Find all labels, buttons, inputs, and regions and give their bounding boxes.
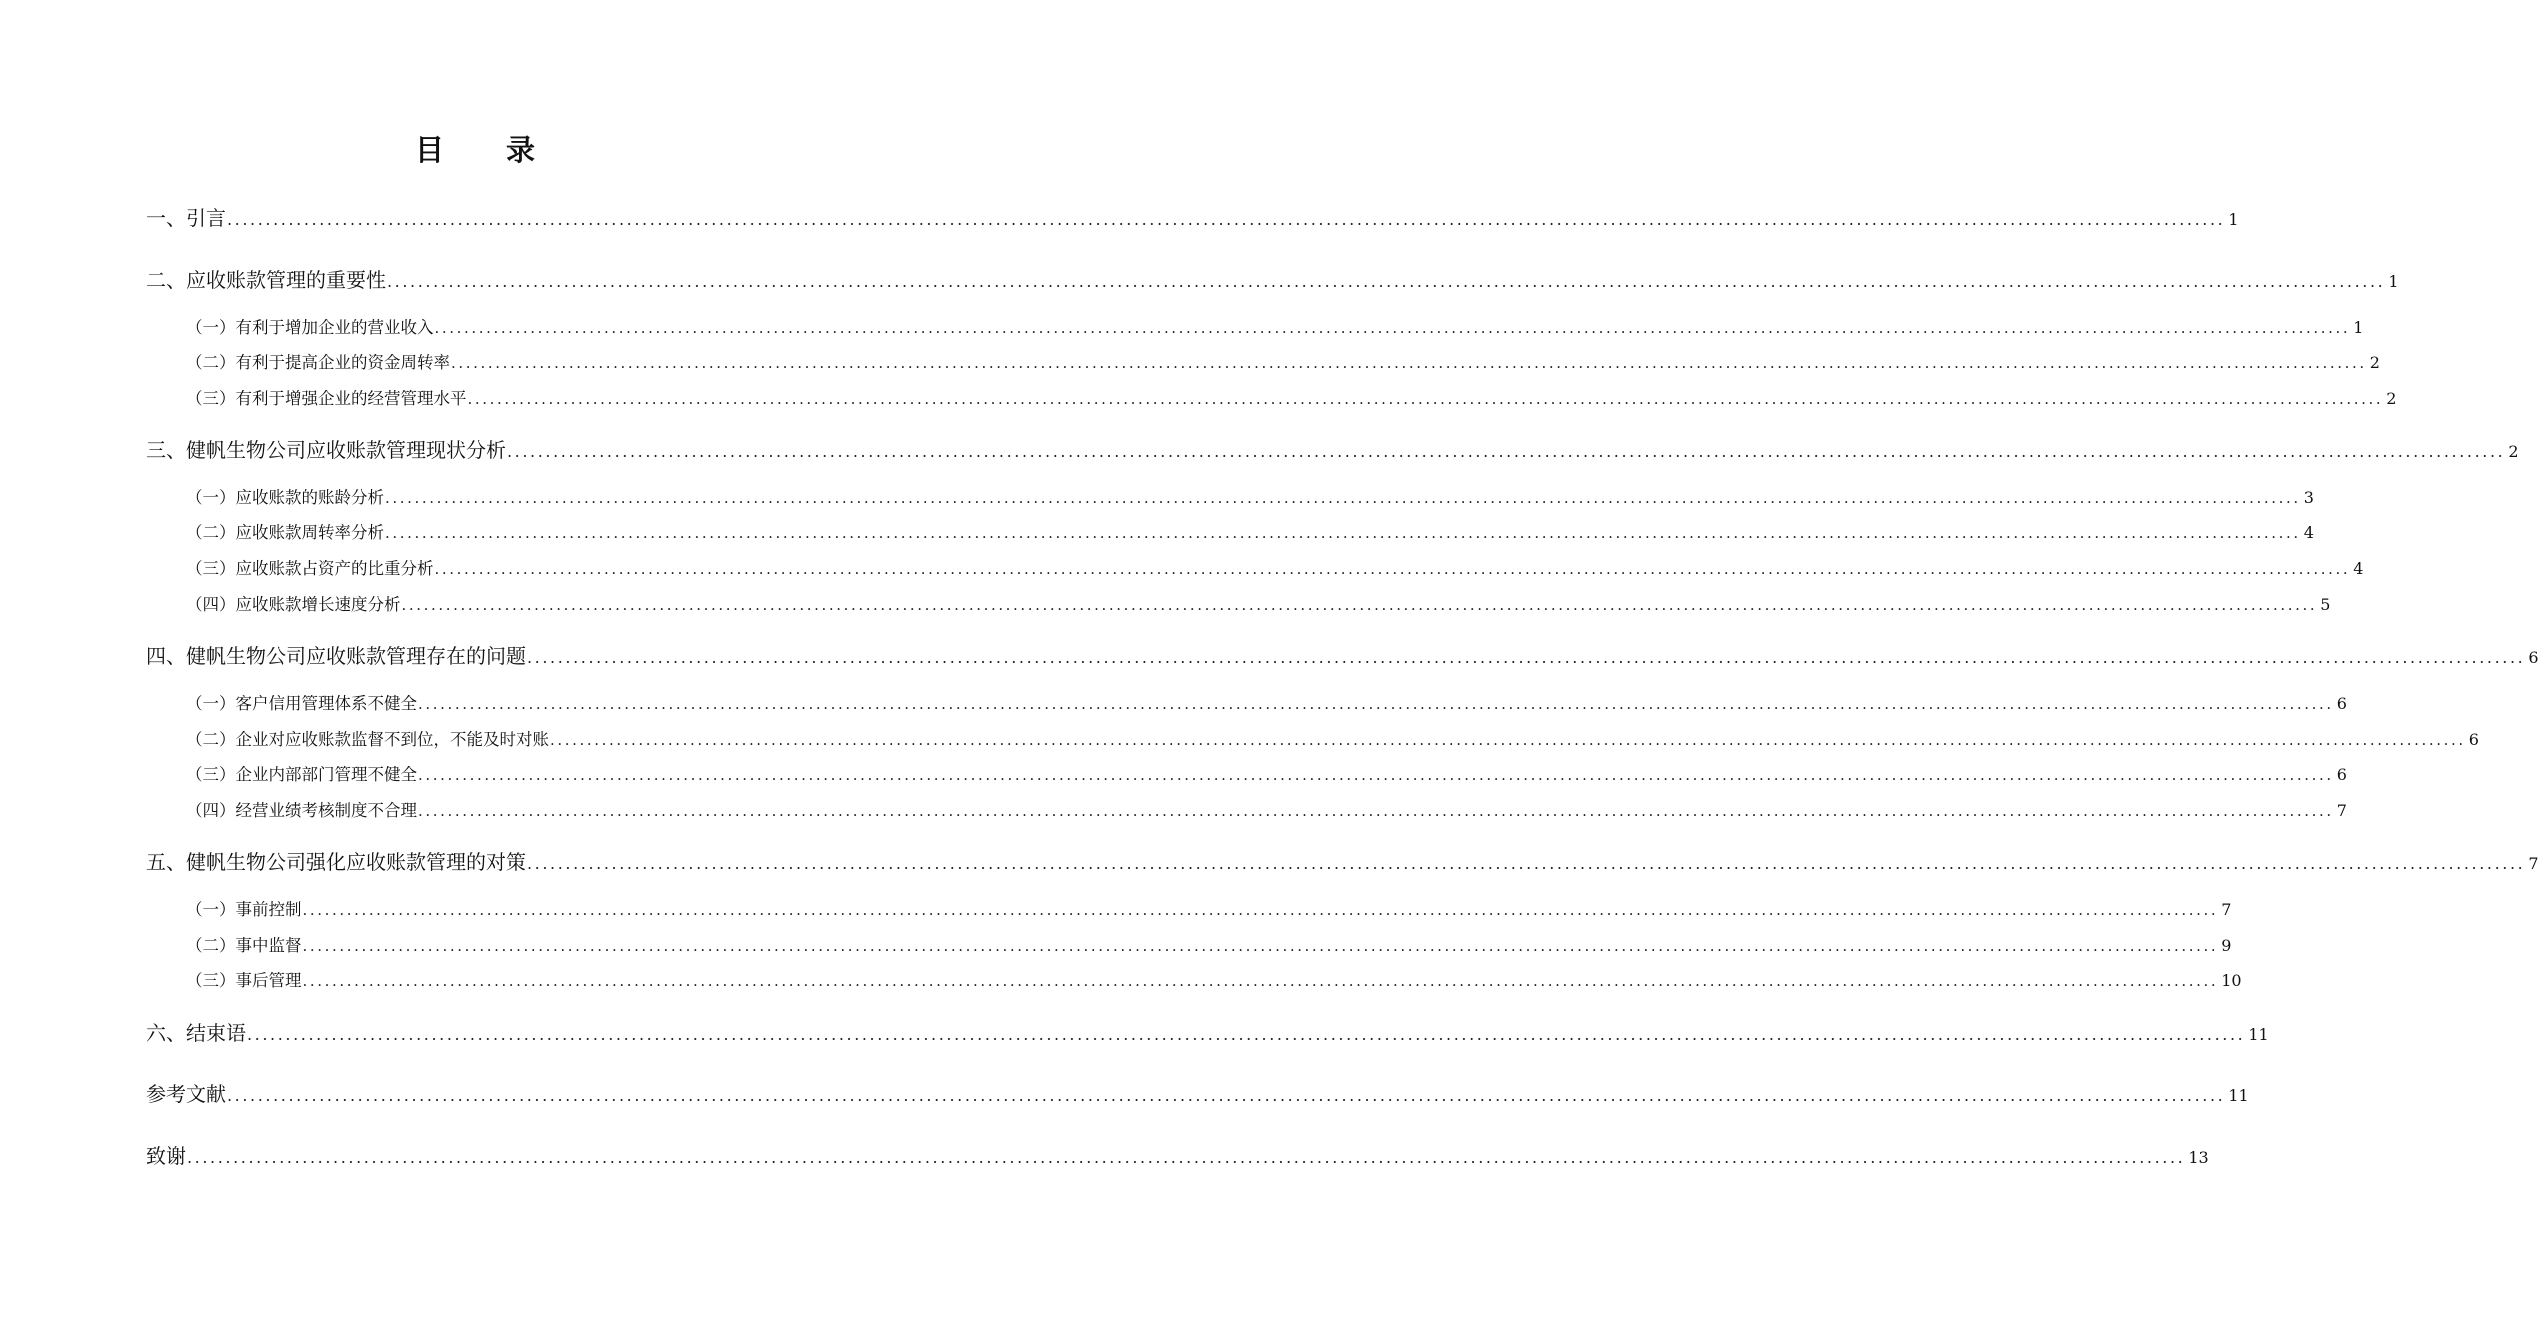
toc-entry	[146, 848, 2539, 878]
dot-leader: ....................................................................................................................................................................................................................................................................	[387, 272, 2386, 291]
toc-entry-text: （一）客户信用管理体系不健全	[186, 694, 417, 713]
toc-entry	[146, 642, 2539, 672]
toc-page-number: 9	[2221, 936, 2232, 955]
toc-page-number: 7	[2336, 801, 2347, 820]
toc-entry-text: （四）经营业绩考核制度不合理	[186, 801, 417, 820]
toc-entry	[146, 266, 2399, 296]
dot-leader: ....................................................................................................................................................................................................................................................................	[227, 210, 2226, 229]
toc-page-number: 1	[2228, 210, 2239, 229]
toc-page-number: 2	[2508, 442, 2519, 461]
toc-subentry	[186, 799, 2347, 823]
toc-page-number: 1	[2353, 318, 2364, 337]
toc-subentry	[186, 898, 2232, 922]
toc-subentry	[186, 692, 2347, 716]
dot-leader: ....................................................................................................................................................................................................................................................................	[302, 972, 2219, 990]
toc-page-number: 2	[2369, 353, 2380, 372]
toc-page-number: 4	[2303, 523, 2314, 542]
dot-leader: ....................................................................................................................................................................................................................................................................	[527, 648, 2526, 667]
toc-page-number: 10	[2221, 971, 2242, 990]
dot-leader: ....................................................................................................................................................................................................................................................................	[385, 489, 2301, 507]
toc-subentry	[186, 486, 2314, 510]
toc-subentry	[186, 593, 2331, 617]
dot-leader: ....................................................................................................................................................................................................................................................................	[385, 524, 2301, 542]
toc-entry	[146, 1080, 2249, 1110]
toc-subentry	[186, 557, 2364, 581]
toc-entry-text: （二）事中监督	[186, 936, 302, 955]
toc-subentry	[186, 351, 2380, 375]
dot-leader: ....................................................................................................................................................................................................................................................................	[418, 766, 2334, 784]
toc-page-number: 6	[2336, 694, 2347, 713]
toc-entry-text: （二）应收账款周转率分析	[186, 523, 384, 542]
toc-entry-text: 六、结束语	[146, 1021, 246, 1045]
toc-entry-text: （二）企业对应收账款监督不到位，不能及时对账	[186, 730, 549, 749]
dot-leader: ....................................................................................................................................................................................................................................................................	[302, 937, 2219, 955]
toc-entry-text: （四）应收账款增长速度分析	[186, 595, 401, 614]
toc-entry-text: 一、引言	[146, 206, 226, 230]
dot-leader: ....................................................................................................................................................................................................................................................................	[434, 319, 2351, 337]
toc-subentry	[186, 521, 2314, 545]
toc-page-number: 7	[2528, 854, 2539, 873]
dot-leader: ....................................................................................................................................................................................................................................................................	[247, 1025, 2246, 1044]
dot-leader: ....................................................................................................................................................................................................................................................................	[187, 1148, 2186, 1167]
toc-entry-text: （三）事后管理	[186, 971, 302, 990]
page-title: 目 录	[414, 133, 562, 167]
dot-leader: ....................................................................................................................................................................................................................................................................	[434, 560, 2351, 578]
toc-entry-text: （一）有利于增加企业的营业收入	[186, 318, 434, 337]
dot-leader: ....................................................................................................................................................................................................................................................................	[467, 390, 2384, 408]
toc-entry-text: （三）企业内部部门管理不健全	[186, 765, 417, 784]
toc-entry	[146, 204, 2239, 234]
toc-subentry	[186, 969, 2242, 993]
toc-entry-text: （一）应收账款的账龄分析	[186, 488, 384, 507]
toc-subentry	[186, 316, 2364, 340]
toc-page-number: 3	[2303, 488, 2314, 507]
toc-page-number: 11	[2248, 1025, 2269, 1044]
toc-entry	[146, 1019, 2269, 1049]
toc-page-number: 4	[2353, 559, 2364, 578]
toc-entry-text: 四、健帆生物公司应收账款管理存在的问题	[146, 644, 526, 668]
toc-entry-text: 致谢	[146, 1144, 186, 1168]
toc-page-number: 6	[2336, 765, 2347, 784]
toc-entry-text: （二）有利于提高企业的资金周转率	[186, 353, 450, 372]
toc-page-number: 13	[2188, 1148, 2209, 1167]
dot-leader: ....................................................................................................................................................................................................................................................................	[550, 731, 2466, 749]
toc-page-number: 7	[2221, 900, 2232, 919]
toc-page-number: 6	[2468, 730, 2479, 749]
toc-entry-text: 三、健帆生物公司应收账款管理现状分析	[146, 438, 506, 462]
dot-leader: ....................................................................................................................................................................................................................................................................	[302, 901, 2219, 919]
toc-entry	[146, 436, 2519, 466]
toc-page-number: 1	[2388, 272, 2399, 291]
toc-page-number: 2	[2386, 389, 2397, 408]
toc-subentry	[186, 934, 2232, 958]
toc-entry	[146, 1142, 2209, 1172]
toc-entry-text: （一）事前控制	[186, 900, 302, 919]
toc-subentry	[186, 387, 2397, 411]
toc-entry-text: 五、健帆生物公司强化应收账款管理的对策	[146, 850, 526, 874]
dot-leader: ....................................................................................................................................................................................................................................................................	[418, 802, 2334, 820]
dot-leader: ....................................................................................................................................................................................................................................................................	[527, 854, 2526, 873]
toc-entry-text: 二、应收账款管理的重要性	[146, 268, 386, 292]
toc-entry-text: （三）有利于增强企业的经营管理水平	[186, 389, 467, 408]
toc-subentry	[186, 728, 2479, 752]
dot-leader: ....................................................................................................................................................................................................................................................................	[418, 695, 2334, 713]
dot-leader: ....................................................................................................................................................................................................................................................................	[401, 596, 2318, 614]
toc-page-number: 11	[2228, 1086, 2249, 1105]
dot-leader: ....................................................................................................................................................................................................................................................................	[451, 354, 2367, 372]
dot-leader: ....................................................................................................................................................................................................................................................................	[507, 442, 2506, 461]
toc-page-number: 5	[2320, 595, 2331, 614]
toc-entry-text: （三）应收账款占资产的比重分析	[186, 559, 434, 578]
toc-page-number: 6	[2528, 648, 2539, 667]
toc-subentry	[186, 763, 2347, 787]
toc-entry-text: 参考文献	[146, 1082, 226, 1106]
dot-leader: ....................................................................................................................................................................................................................................................................	[227, 1086, 2226, 1105]
